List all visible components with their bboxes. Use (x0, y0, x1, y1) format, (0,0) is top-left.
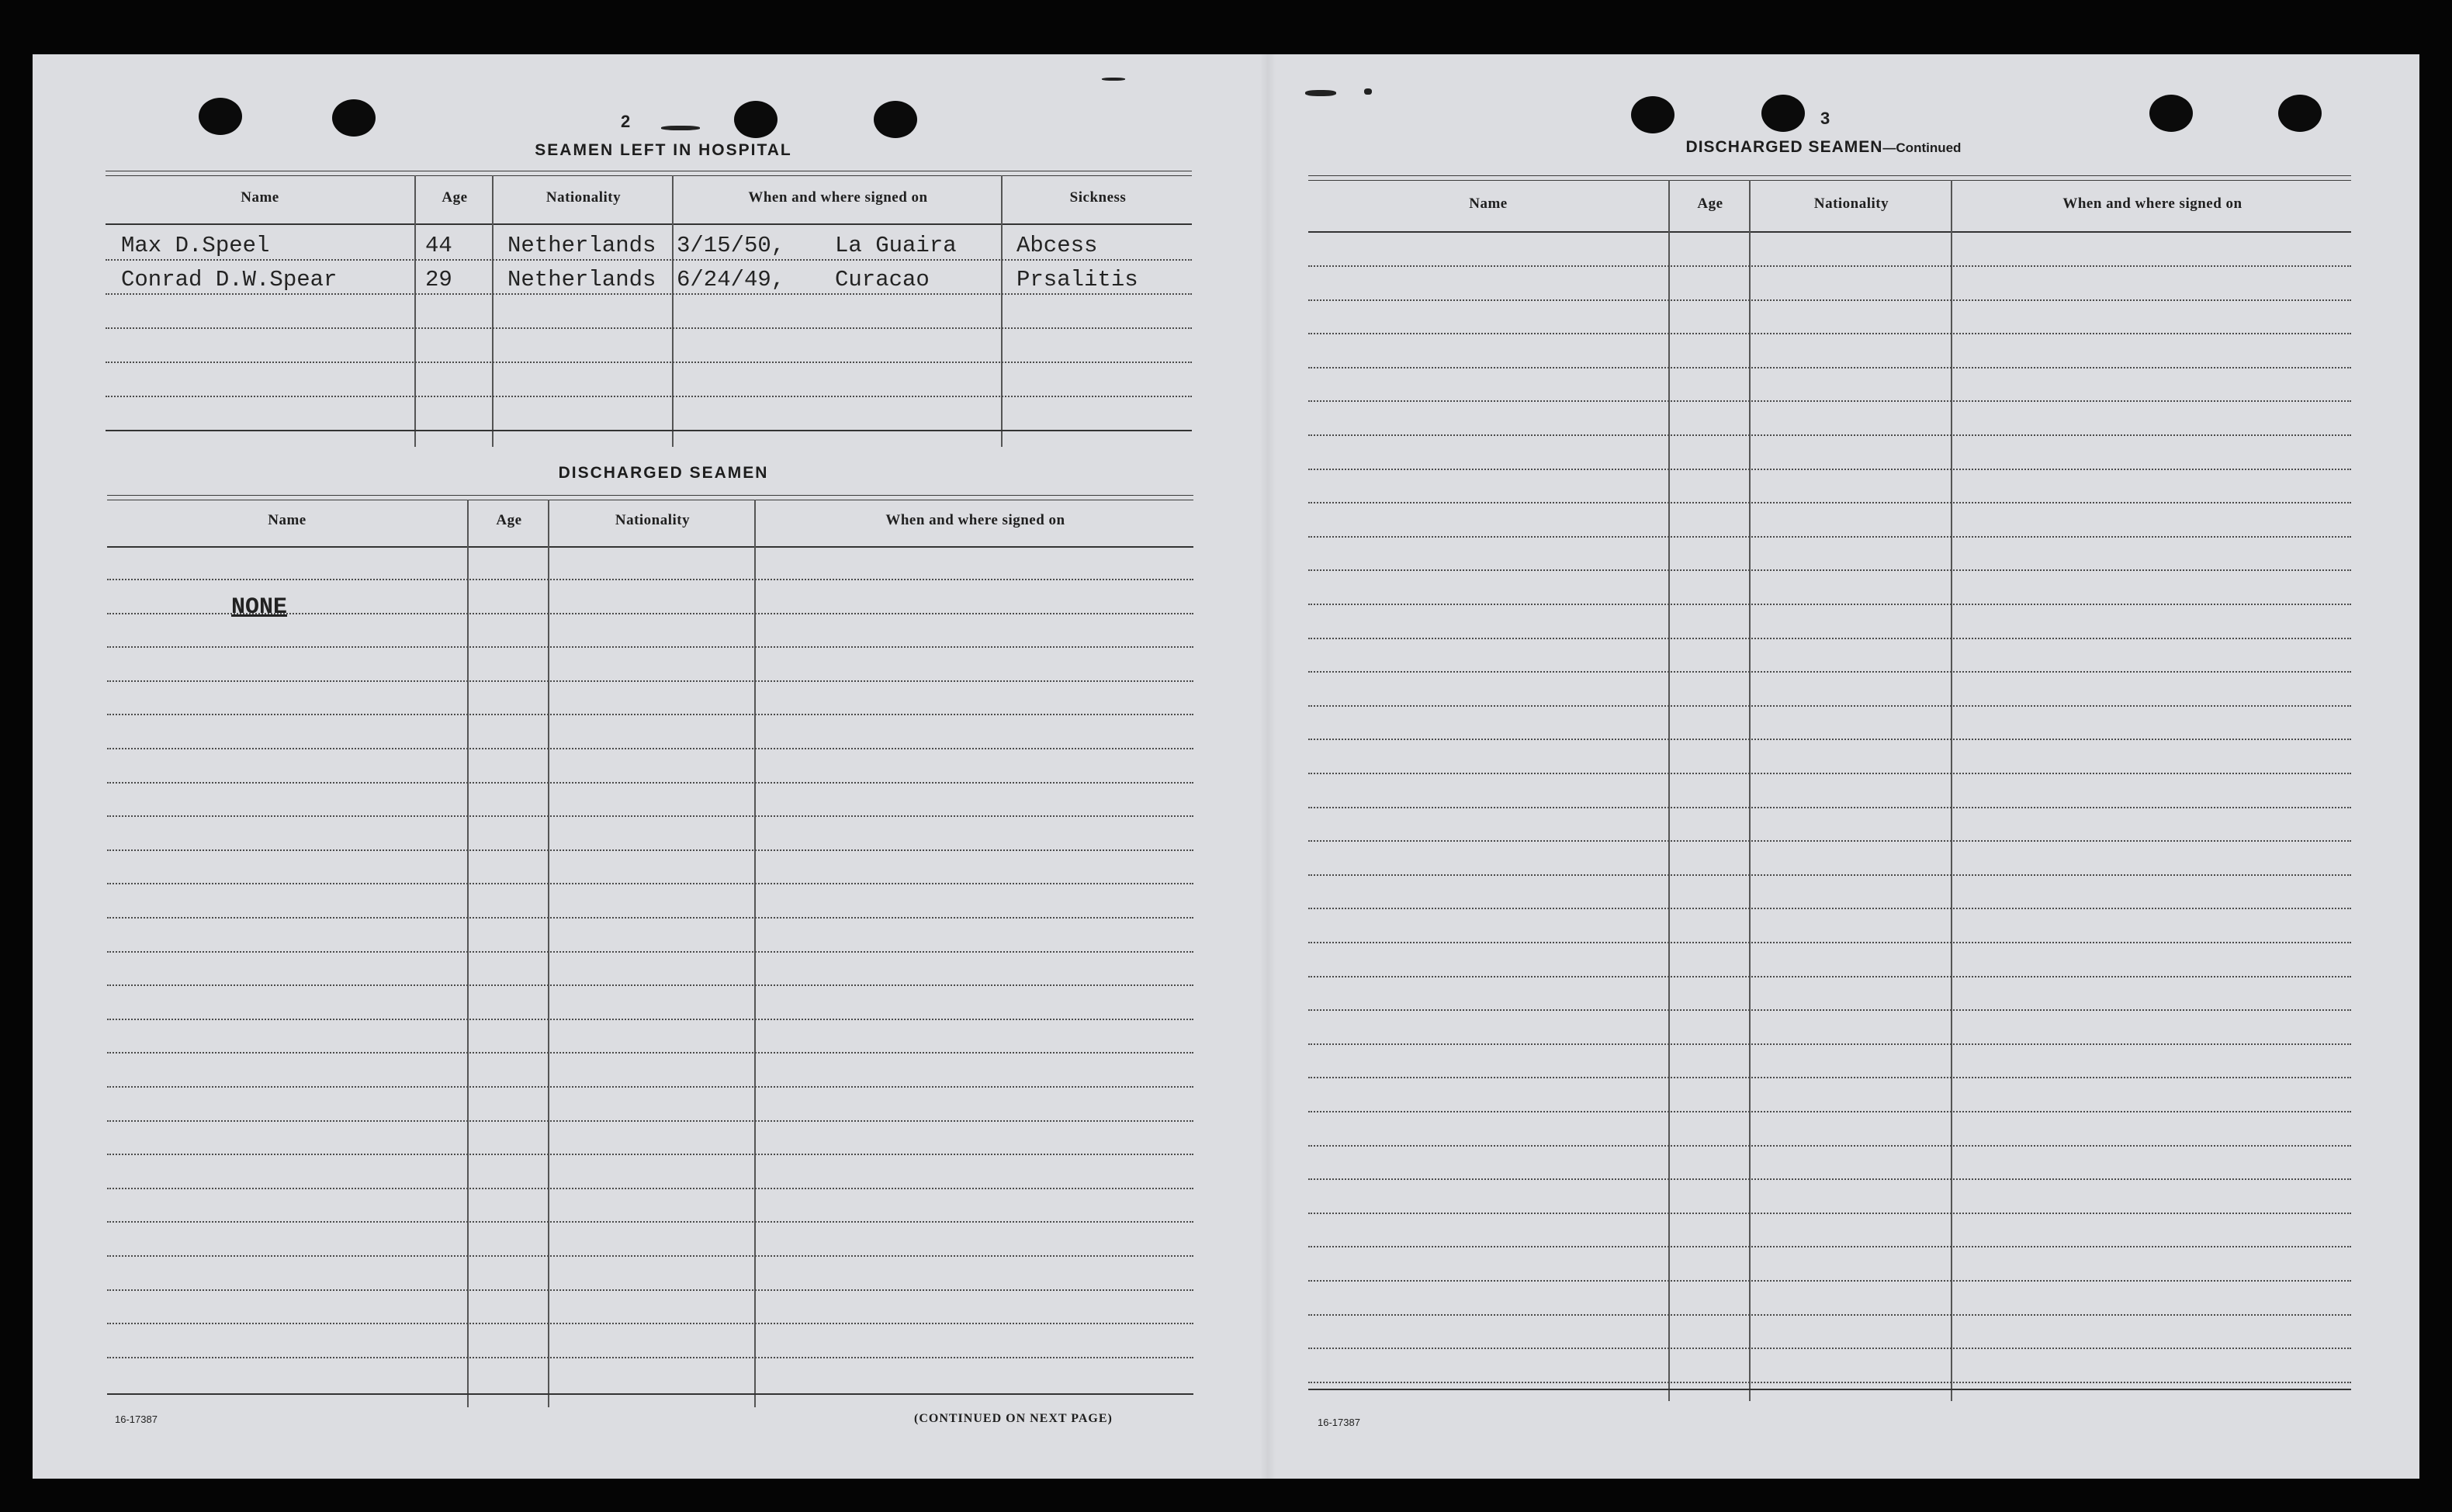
hospital-section-title: SEAMEN LEFT IN HOSPITAL (535, 141, 792, 159)
page-number: 2 (621, 112, 631, 131)
row-rule (107, 1120, 1193, 1122)
row-rule (106, 259, 1192, 261)
none-entry: NONE (231, 594, 288, 621)
row-rule (1308, 840, 2351, 842)
table-cell-date: 6/24/49, (677, 267, 785, 292)
row-rule (1308, 1314, 2351, 1316)
table-cell-age: 29 (425, 267, 452, 292)
ink-smudge (661, 126, 700, 130)
row-rule (1308, 502, 2351, 503)
table-cell-name: Max D.Speel (121, 233, 270, 258)
continued-note: (CONTINUED ON NEXT PAGE) (914, 1412, 1113, 1425)
row-rule (1308, 671, 2351, 673)
row-rule (1308, 1280, 2351, 1282)
row-rule (107, 1154, 1193, 1155)
column-header-nationality: Nationality (615, 512, 691, 528)
row-rule (107, 951, 1193, 953)
table-bottom-rule (107, 1393, 1193, 1395)
column-header-name: Name (241, 189, 279, 206)
punch-hole (1761, 95, 1805, 132)
row-rule (107, 646, 1193, 648)
column-header-name: Name (1469, 195, 1508, 212)
hospital-table (106, 171, 1192, 503)
table-cell-place: Curacao (835, 267, 930, 292)
row-rule (1308, 536, 2351, 538)
row-rule (1308, 1178, 2351, 1180)
row-rule (1308, 705, 2351, 707)
row-rule (107, 883, 1193, 884)
row-rule (107, 1289, 1193, 1291)
row-rule (107, 748, 1193, 749)
row-rule (1308, 942, 2351, 943)
row-rule (1308, 434, 2351, 436)
header-rule (1308, 231, 2351, 233)
row-rule (1308, 1382, 2351, 1383)
column-header-signed-on: When and where signed on (885, 512, 1065, 528)
row-rule (107, 782, 1193, 784)
column-divider (672, 175, 674, 447)
punch-hole (332, 99, 376, 137)
table-bottom-rule (1308, 1389, 2351, 1390)
row-rule (1308, 638, 2351, 639)
column-divider (754, 500, 756, 1407)
row-rule (107, 849, 1193, 851)
row-rule (1308, 976, 2351, 977)
row-rule (1308, 604, 2351, 605)
row-rule (107, 714, 1193, 715)
row-rule (1308, 333, 2351, 334)
row-rule (1308, 265, 2351, 267)
page-number: 3 (1820, 109, 1830, 128)
column-divider (492, 175, 494, 447)
table-bottom-rule (106, 430, 1192, 431)
row-rule (107, 815, 1193, 817)
row-rule (107, 1052, 1193, 1054)
column-header-name: Name (268, 512, 306, 528)
row-rule (1308, 469, 2351, 470)
column-divider (467, 500, 469, 1407)
row-rule (1308, 569, 2351, 571)
page-fold (1260, 54, 1276, 1479)
discharged-section-title: DISCHARGED SEAMEN (558, 464, 769, 482)
row-rule (107, 1323, 1193, 1324)
document-sheet (33, 54, 2419, 1479)
row-rule (107, 1357, 1193, 1358)
column-header-age: Age (1697, 195, 1723, 212)
row-rule (1308, 908, 2351, 909)
table-cell-place: La Guaira (835, 233, 957, 258)
row-rule (1308, 367, 2351, 368)
column-header-age: Age (496, 512, 522, 528)
row-rule (1308, 400, 2351, 402)
row-rule (106, 396, 1192, 397)
table-cell-sickness: Prsalitis (1016, 267, 1138, 292)
punch-hole (2278, 95, 2322, 132)
row-rule (1308, 299, 2351, 301)
row-rule (1308, 1145, 2351, 1147)
row-rule (107, 579, 1193, 580)
table-cell-nationality: Netherlands (507, 233, 656, 258)
discharged-continued-title (1653, 138, 1994, 157)
table-cell-date: 3/15/50, (677, 233, 785, 258)
row-rule (1308, 807, 2351, 808)
form-number: 16-17387 (1318, 1417, 1360, 1428)
discharged-table (107, 495, 1193, 1406)
row-rule (1308, 1111, 2351, 1112)
table-top-rule (1308, 175, 2351, 181)
column-header-nationality: Nationality (545, 189, 622, 206)
table-cell-name: Conrad D.W.Spear (121, 267, 338, 292)
ink-smudge (1102, 78, 1125, 81)
row-rule (1308, 1348, 2351, 1349)
table-cell-nationality: Netherlands (507, 267, 656, 292)
column-header-signed-on: When and where signed on (2062, 195, 2242, 212)
row-rule (107, 613, 1193, 614)
section-title: DISCHARGED SEAMEN (1685, 138, 1883, 156)
column-header-age: Age (442, 189, 468, 206)
table-cell-age: 44 (425, 233, 452, 258)
ink-smudge (1305, 90, 1336, 96)
row-rule (107, 1255, 1193, 1257)
row-rule (107, 984, 1193, 986)
row-rule (107, 680, 1193, 682)
column-divider (1749, 180, 1751, 1401)
punch-hole (874, 101, 917, 138)
row-rule (1308, 739, 2351, 740)
column-header-signed-on: When and where signed on (748, 189, 928, 206)
column-divider (414, 175, 416, 447)
punch-hole (199, 98, 242, 135)
header-rule (106, 223, 1192, 225)
table-cell-sickness: Abcess (1016, 233, 1098, 258)
header-rule (107, 546, 1193, 548)
column-header-sickness: Sickness (1069, 189, 1127, 206)
row-rule (107, 1188, 1193, 1189)
form-number: 16-17387 (115, 1413, 158, 1425)
row-rule (1308, 773, 2351, 774)
column-header-nationality: Nationality (1813, 195, 1889, 212)
table-top-rule (107, 495, 1193, 500)
ink-smudge (1364, 88, 1372, 95)
row-rule (107, 917, 1193, 919)
row-rule (1308, 1077, 2351, 1078)
row-rule (1308, 1246, 2351, 1247)
column-divider (1951, 180, 1952, 1401)
row-rule (1308, 1043, 2351, 1045)
row-rule (106, 362, 1192, 363)
column-divider (548, 500, 549, 1407)
row-rule (106, 293, 1192, 295)
row-rule (1308, 874, 2351, 876)
row-rule (1308, 1213, 2351, 1214)
row-rule (107, 1086, 1193, 1088)
row-rule (107, 1019, 1193, 1020)
row-rule (106, 327, 1192, 329)
row-rule (1308, 1009, 2351, 1011)
punch-hole (1631, 96, 1674, 133)
punch-hole (2149, 95, 2193, 132)
column-divider (1668, 180, 1670, 1401)
row-rule (107, 1221, 1193, 1223)
punch-hole (734, 101, 778, 138)
column-divider (1001, 175, 1003, 447)
discharged-continued-table (1308, 175, 2351, 1401)
table-top-rule (106, 171, 1192, 176)
section-title-suffix: —Continued (1882, 140, 1962, 155)
